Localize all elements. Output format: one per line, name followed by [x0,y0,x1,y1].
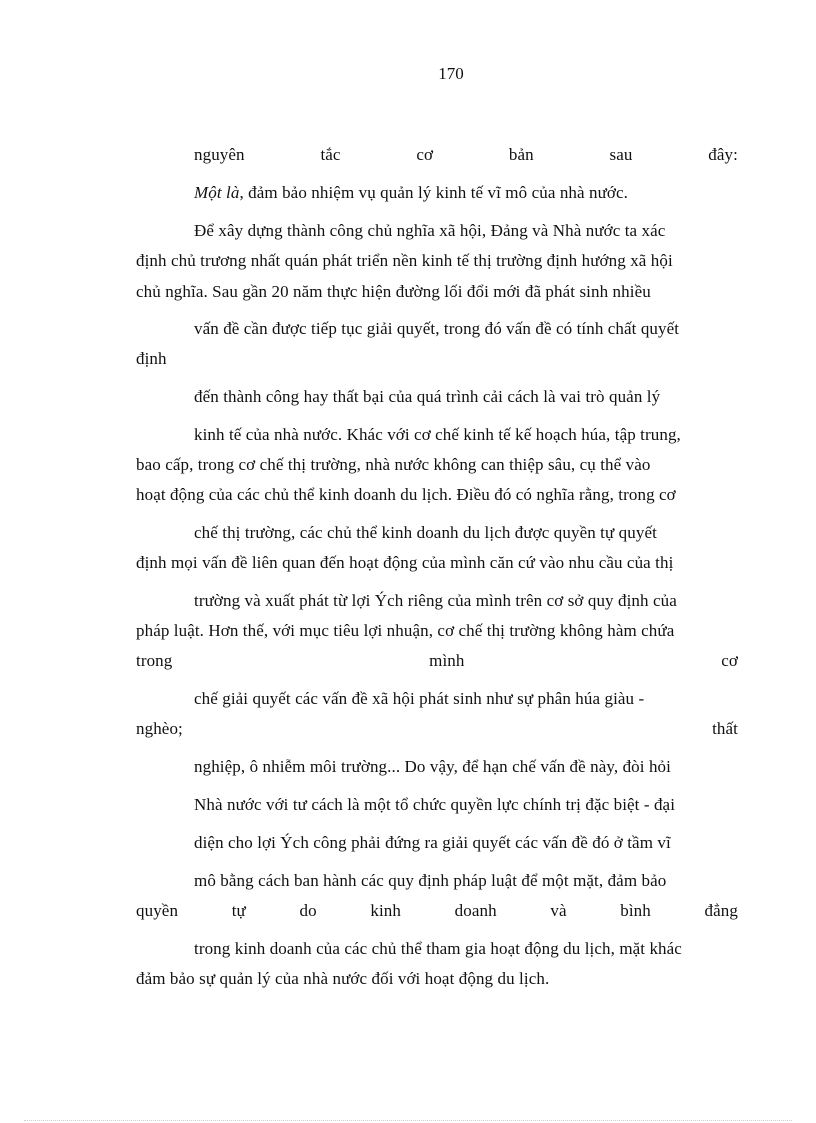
word: do [299,901,317,920]
text-line: định [136,349,167,368]
word: mình [429,651,465,670]
text-line: mô bằng cách ban hành các quy định pháp luật để một mặt, đảm bảo [194,871,667,890]
text-line: chế giải quyết các vấn đề xã hội phát sinh như sự phân húa giàu - [194,689,645,708]
word: và [550,901,567,920]
text-line: kinh tế của nhà nước. Khác với cơ chế kinh tế kế hoạch húa, tập trung, [194,425,681,444]
text-line [194,183,738,203]
text-line: hoạt động của các chủ thể kinh doanh du lịch. Điều đó có nghĩa rằng, trong cơ [136,485,676,504]
page-bottom-divider [24,1120,792,1121]
text-line [194,145,738,165]
text-line: bao cấp, trong cơ chế thị trường, nhà nước không can thiệp sâu, cụ thể vào [136,455,651,474]
text-line: Để xây dựng thành công chủ nghĩa xã hội, Đảng và Nhà nước ta xác [194,221,666,240]
text-line: đến thành công hay thất bại của quá trình cải cách là vai trò quản lý [194,387,661,406]
text-line: định chủ trương nhất quán phát triển nền kinh tế thị trường định hướng xã hội [136,251,673,270]
word: tắc [320,145,341,164]
text-line: chế thị trường, các chủ thể kinh doanh du lịch được quyền tự quyết [194,523,657,542]
text-line [136,901,738,921]
text-line [136,719,738,739]
line-text: , đảm bảo nhiệm vụ quản lý kinh tế vĩ mô của nhà nước. [239,183,629,202]
word: cơ [721,651,738,670]
word: nguyên [194,145,245,164]
word: đây: [708,145,738,164]
word: bình [620,901,651,920]
text-line: chủ nghĩa. Sau gần 20 năm thực hiện đường lối đổi mới đã phát sinh nhiều [136,282,651,301]
text-line: vấn đề cần được tiếp tục giải quyết, trong đó vấn đề có tính chất quyết [194,319,680,338]
text-line: đảm bảo sự quản lý của nhà nước đối với hoạt động du lịch. [136,969,550,988]
word: doanh [454,901,497,920]
text-line: diện cho lợi Ých công phải đứng ra giải quyết các vấn đề đó ở tầm vĩ [194,833,671,852]
word: cơ [416,145,434,164]
word: nghèo; [136,719,183,738]
word: thất [712,719,738,738]
word: sau [609,145,633,164]
word: kinh [370,901,401,920]
text-line: định mọi vấn đề liên quan đến hoạt động của mình căn cứ vào nhu cầu của thị [136,553,674,572]
italic-lead: Một là [194,183,240,202]
word: quyền [136,901,179,920]
word: đẳng [704,901,738,920]
text-line: trường và xuất phát từ lợi Ých riêng của mình trên cơ sở quy định của [194,591,677,610]
text-line: nghiệp, ô nhiễm môi trường... Do vậy, để hạn chế vấn đề này, đòi hỏi [194,757,671,776]
word: trong [136,651,173,670]
text-line [136,651,738,671]
text-line: trong kinh doanh của các chủ thể tham gia hoạt động du lịch, mặt khác [194,939,682,958]
word: tự [231,901,246,920]
text-line: Nhà nước với tư cách là một tổ chức quyền lực chính trị đặc biệt - đại [194,795,676,814]
word: bản [508,145,534,164]
page-number: 170 [438,64,464,83]
text-line: pháp luật. Hơn thế, với mục tiêu lợi nhuận, cơ chế thị trường không hàm chứa [136,621,675,640]
